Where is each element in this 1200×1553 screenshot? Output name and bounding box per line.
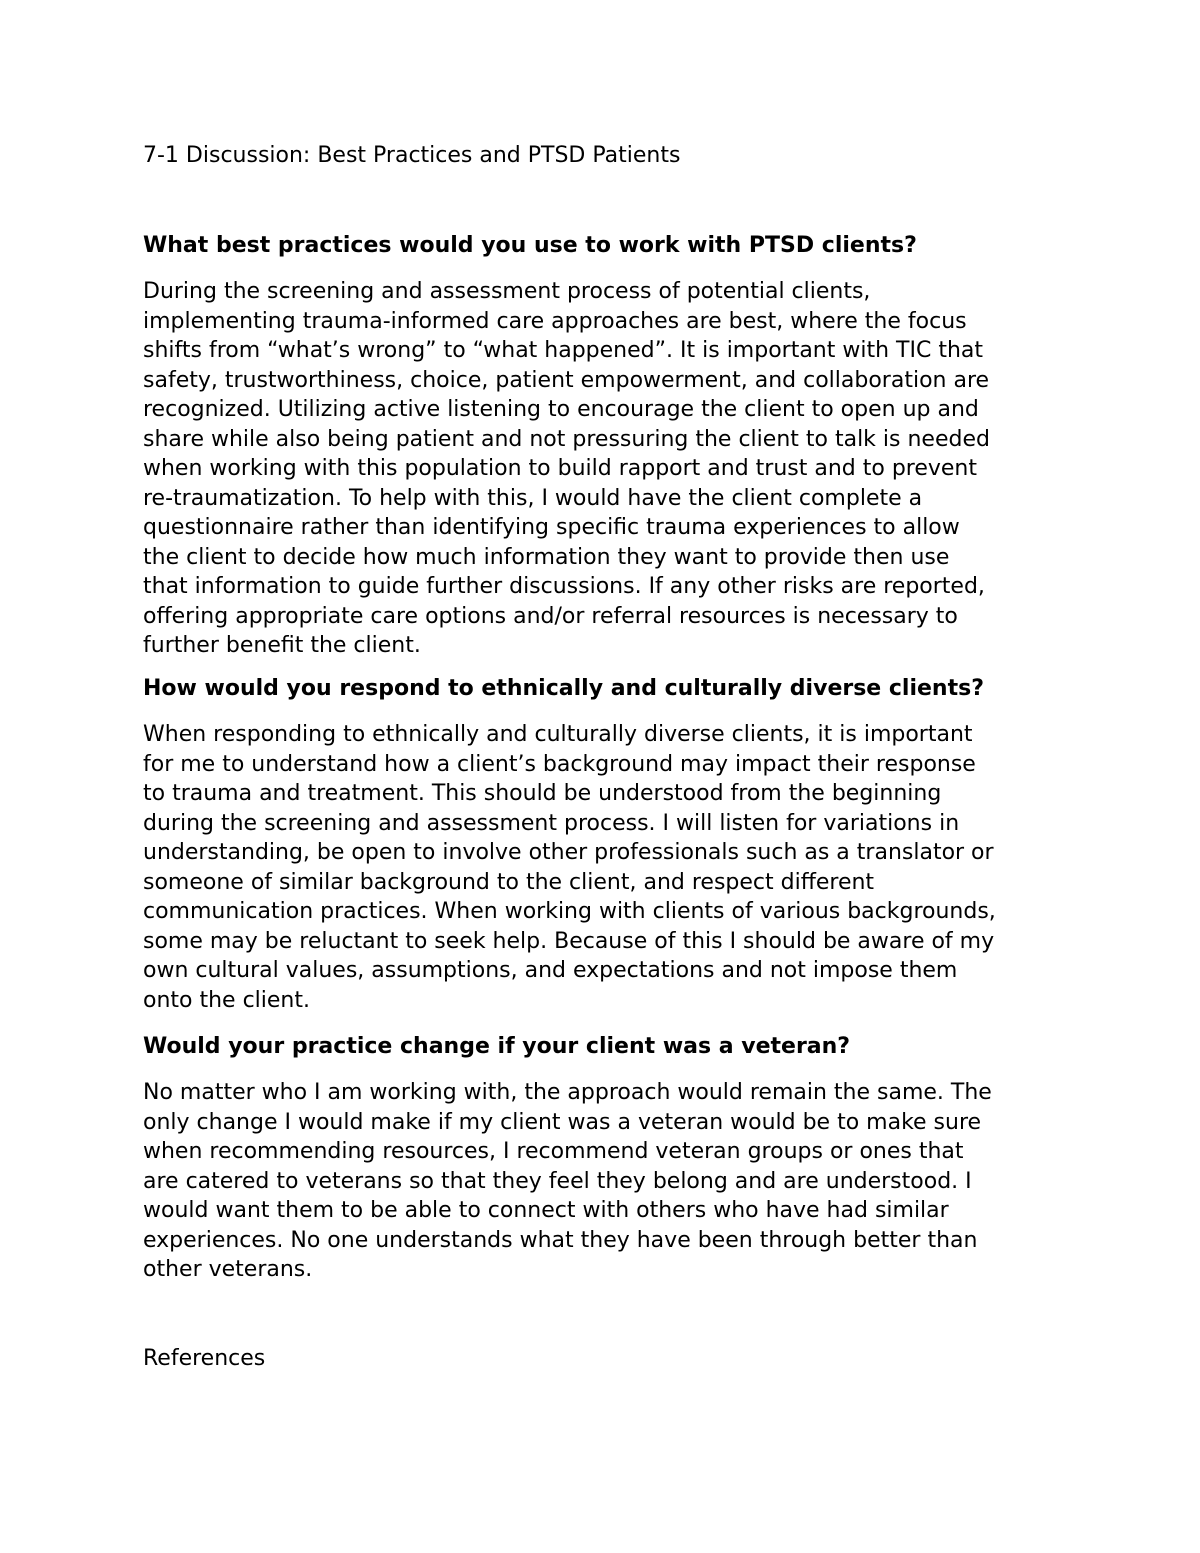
answer-line: shifts from “what’s wrong” to “what happened”. It is important with TIC that <box>143 338 983 363</box>
answer-line: other veterans. <box>143 1257 313 1282</box>
question-heading: What best practices would you use to work with PTSD clients? <box>143 233 917 258</box>
answer-line: experiences. No one understands what they have been through better than <box>143 1227 978 1253</box>
answer-line: when recommending resources, I recommend veteran groups or ones that <box>143 1139 964 1164</box>
section-best-practices <box>143 231 1078 661</box>
answer-paragraph <box>143 1078 1078 1285</box>
answer-line: own cultural values, assumptions, and expectations and not impose them <box>143 958 958 983</box>
answer-line: would want them to be able to connect with others who have had similar <box>143 1198 949 1223</box>
answer-line: when working with this population to build rapport and trust and to prevent <box>143 456 978 481</box>
answer-line: the client to decide how much information they want to provide then use <box>143 544 950 570</box>
answer-line: during the screening and assessment process. I will listen for variations in <box>143 810 960 836</box>
answer-line: only change I would make if my client was a veteran would be to make sure <box>143 1109 982 1135</box>
section-veteran-clients <box>143 1032 1078 1285</box>
answer-line: recognized. Utilizing active listening to encourage the client to open up and <box>143 397 979 422</box>
references-heading: References <box>143 1346 266 1371</box>
answer-line: are catered to veterans so that they feel they belong and are understood. I <box>143 1168 972 1194</box>
answer-line: No matter who I am working with, the approach would remain the same. The <box>143 1080 992 1105</box>
question-heading: How would you respond to ethnically and culturally diverse clients? <box>143 676 984 701</box>
document-title: 7-1 Discussion: Best Practices and PTSD Patients <box>143 143 681 168</box>
section-diverse-clients <box>143 674 1078 1015</box>
answer-line: communication practices. When working with clients of various backgrounds, <box>143 899 996 924</box>
answer-line: offering appropriate care options and/or referral resources is necessary to <box>143 603 958 629</box>
answer-line: for me to understand how a client’s background may impact their response <box>143 751 976 777</box>
answer-paragraph <box>143 277 1078 661</box>
answer-paragraph <box>143 720 1078 1015</box>
answer-line: implementing trauma-informed care approaches are best, where the focus <box>143 308 967 334</box>
answer-line: re-traumatization. To help with this, I would have the client complete a <box>143 485 923 511</box>
answer-line: questionnaire rather than identifying specific trauma experiences to allow <box>143 515 960 540</box>
answer-line: When responding to ethnically and culturally diverse clients, it is important <box>143 722 973 747</box>
answer-line: share while also being patient and not pressuring the client to talk is needed <box>143 426 990 452</box>
answer-line: that information to guide further discussions. If any other risks are reported, <box>143 574 985 599</box>
answer-line: to trauma and treatment. This should be understood from the beginning <box>143 781 942 806</box>
question-heading: Would your practice change if your client was a veteran? <box>143 1034 851 1059</box>
answer-line: some may be reluctant to seek help. Because of this I should be aware of my <box>143 928 995 954</box>
answer-line: further benefit the client. <box>143 633 421 658</box>
answer-line: understanding, be open to involve other professionals such as a translator or <box>143 840 994 865</box>
answer-line: onto the client. <box>143 987 310 1013</box>
answer-line: During the screening and assessment process of potential clients, <box>143 279 871 304</box>
answer-line: safety, trustworthiness, choice, patient empowerment, and collaboration are <box>143 367 990 393</box>
answer-line: someone of similar background to the client, and respect different <box>143 869 875 895</box>
